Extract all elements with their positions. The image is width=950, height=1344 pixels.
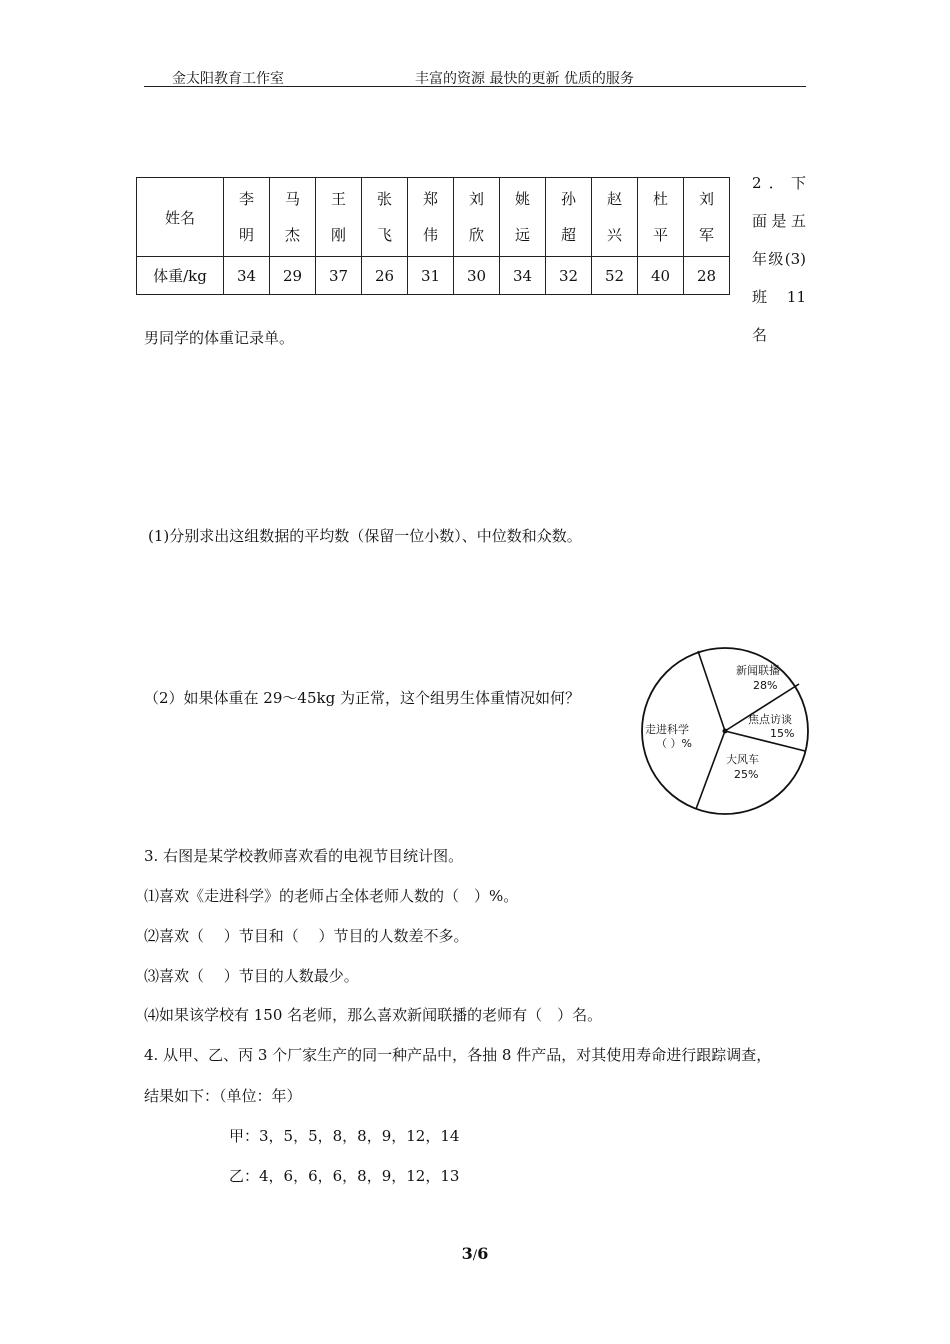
name-cell: 刘 欣 — [454, 178, 500, 257]
table-row-names — [137, 178, 730, 257]
name-cell: 孙 超 — [546, 178, 592, 257]
header-rule — [144, 86, 806, 87]
weight-cell: 31 — [408, 257, 454, 295]
table-row-weights — [137, 257, 730, 295]
pie-center-dot — [723, 729, 728, 734]
q3-item-1: ⑴喜欢《走进科学》的老师占全体老师人数的（ ）%。 — [144, 887, 519, 905]
weight-cell: 26 — [362, 257, 408, 295]
q4-yi: 乙：4，6，6，6，8，9，12，13 — [229, 1167, 460, 1185]
q3-item-2: ⑵喜欢（ ）节目和（ ）节目的人数差不多。 — [144, 927, 469, 945]
weight-cell: 29 — [270, 257, 316, 295]
name-cell: 赵 兴 — [592, 178, 638, 257]
header-left: 金太阳教育工作室 — [172, 71, 284, 87]
pie-divider-4 — [696, 731, 725, 809]
name-cell: 郑 伟 — [408, 178, 454, 257]
name-cell: 马 杰 — [270, 178, 316, 257]
q4-line-1: 4. 从甲、乙、丙 3 个厂家生产的同一种产品中，各抽 8 件产品，对其使用寿命进行跟踪调查， — [144, 1046, 772, 1064]
q3-title: 3. 右图是某学校教师喜欢看的电视节目统计图。 — [144, 847, 464, 865]
name-cell: 王 刚 — [316, 178, 362, 257]
header-right: 丰富的资源 最快的更新 优质的服务 — [415, 71, 634, 87]
weight-cell: 52 — [592, 257, 638, 295]
slice-label-zoujin: 走进科学 — [645, 723, 689, 736]
slice-value-xinwen: 28% — [753, 679, 778, 692]
q2-intro-side: 2．下 面是五 年级(3) 班 11 名 — [752, 174, 806, 344]
slice-label-xinwen: 新闻联播 — [736, 664, 780, 677]
q3-item-4: ⑷如果该学校有 150 名老师，那么喜欢新闻联播的老师有（ ）名。 — [144, 1006, 603, 1024]
q2-sub2: （2）如果体重在 29～45kg 为正常，这个组男生体重情况如何？ — [144, 689, 580, 707]
slice-value-zoujin: （ ）% — [656, 737, 692, 750]
slice-value-dafengche: 25% — [734, 768, 759, 781]
q4-line-2: 结果如下：（单位：年） — [144, 1087, 302, 1105]
slice-label-jiaodian: 焦点访谈 — [748, 713, 792, 726]
name-cell: 刘 军 — [684, 178, 730, 257]
slice-value-jiaodian: 15% — [770, 727, 795, 740]
slice-label-dafengche: 大风车 — [726, 753, 759, 766]
q3-item-3: ⑶喜欢（ ）节目的人数最少。 — [144, 967, 359, 985]
page-number: 3/6 — [461, 1244, 489, 1263]
weight-header-cell: 体重/kg — [137, 257, 224, 295]
name-cell: 杜 平 — [638, 178, 684, 257]
weight-cell: 40 — [638, 257, 684, 295]
q2-sub1: (1)分别求出这组数据的平均数（保留一位小数）、中位数和众数。 — [148, 527, 582, 545]
name-header-cell: 姓名 — [137, 178, 224, 257]
weight-cell: 34 — [224, 257, 270, 295]
q4-jia: 甲：3，5，5，8，8，9，12，14 — [229, 1127, 460, 1145]
weight-table — [136, 177, 730, 295]
tv-pie-chart — [640, 646, 810, 816]
name-cell: 李 明 — [224, 178, 270, 257]
weight-cell: 37 — [316, 257, 362, 295]
weight-cell: 34 — [500, 257, 546, 295]
pie-divider-1 — [698, 651, 725, 731]
name-cell: 姚 远 — [500, 178, 546, 257]
q2-intro-tail: 男同学的体重记录单。 — [144, 329, 295, 347]
weight-cell: 28 — [684, 257, 730, 295]
name-cell: 张 飞 — [362, 178, 408, 257]
weight-cell: 30 — [454, 257, 500, 295]
weight-cell: 32 — [546, 257, 592, 295]
